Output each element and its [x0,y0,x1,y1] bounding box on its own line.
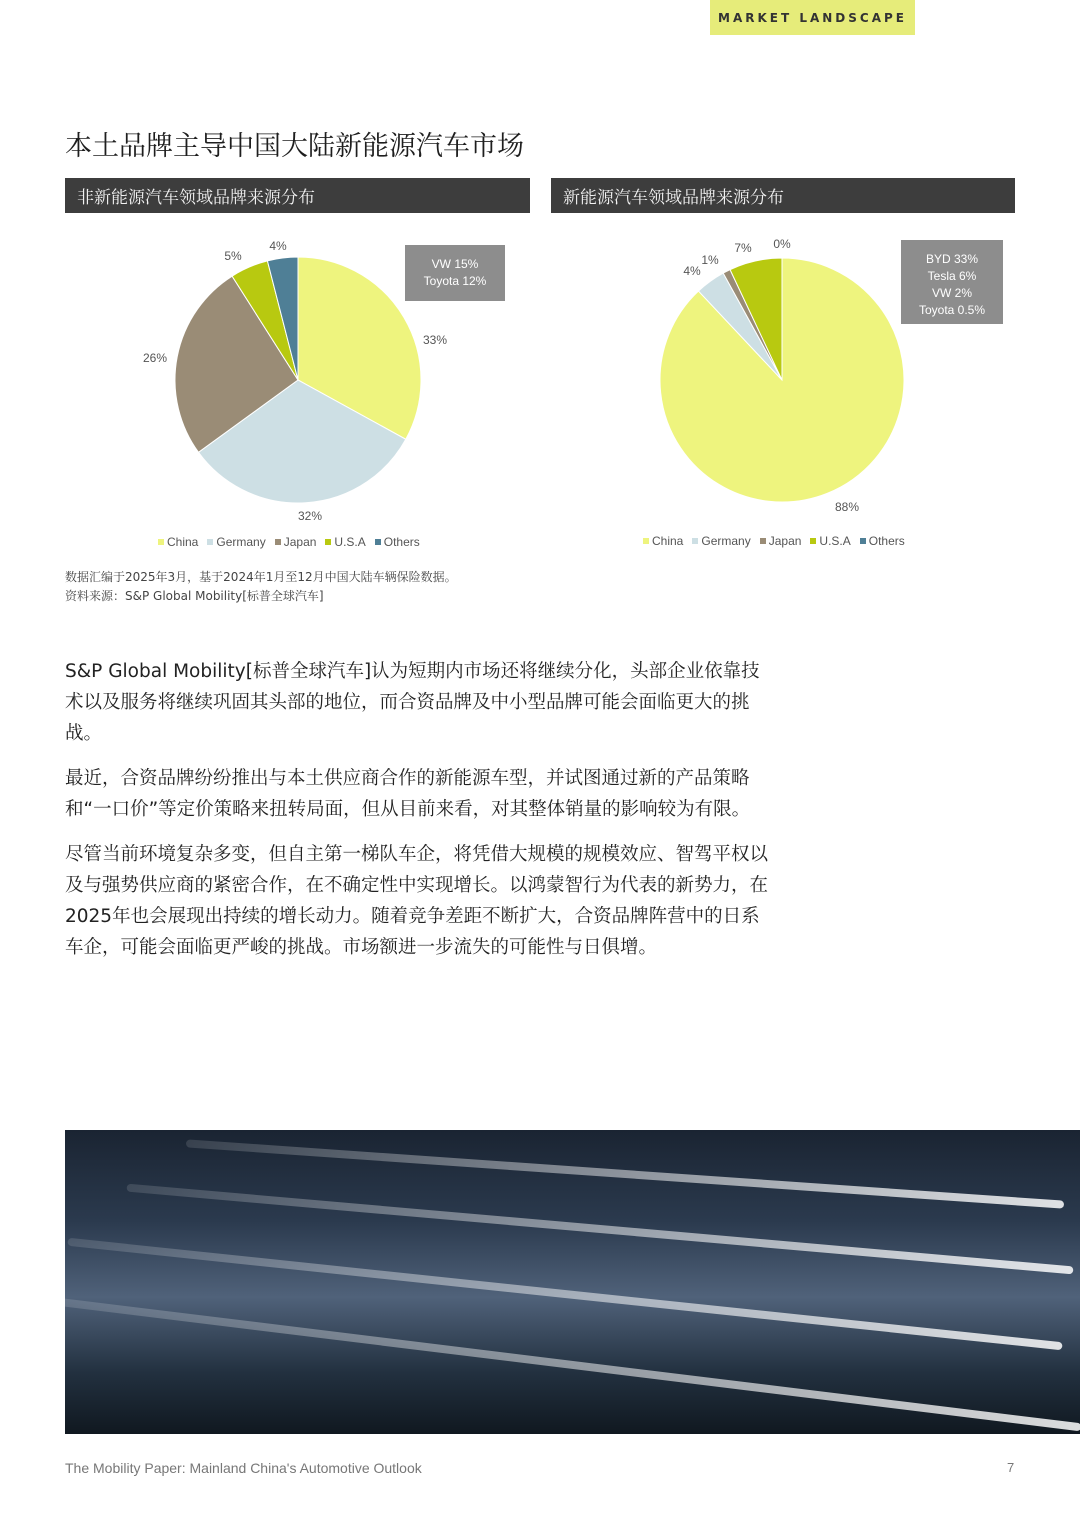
chart2-callout-line: VW 2% [931,286,972,300]
legend-item-usa [325,535,365,549]
data-label-others: 4% [269,239,287,253]
data-label-others: 0% [773,237,791,251]
chart2-callout [901,240,1003,324]
legend-swatch [692,538,698,544]
legend-label: Germany [216,535,266,549]
parked-cars-photo [65,1130,1080,1434]
data-label-usa: 7% [734,241,752,255]
legend-swatch [643,538,649,544]
legend-item-germany [692,534,750,548]
chart-notes [65,568,457,606]
legend-label: Germany [701,534,751,548]
page-title: 本土品牌主导中国大陆新能源汽车市场 [65,131,524,162]
legend-label: China [652,534,684,548]
chart1-title: 非新能源汽车领域品牌来源分布 [65,178,530,213]
legend-item-china [643,534,683,548]
car-roof-highlight [186,1139,1064,1208]
data-label-japan: 26% [142,351,168,365]
chart1-callout [405,245,505,301]
paragraph: S&P Global Mobility[标普全球汽车]认为短期内市场还将继续分化，头部企业依靠技术以及服务将继续巩固其头部的地位，而合资品牌及中小型品牌可能会面临更大的挑战。 [65,661,760,744]
legend-item-others [860,534,905,548]
note-source: 资料来源：S&P Global Mobility[标普全球汽车] [65,589,324,603]
legend-item-others [375,535,420,549]
data-label-germany: 4% [683,264,701,278]
legend-swatch [325,539,331,545]
note-data-period: 数据汇编于2025年3月，基于2024年1月至12月中国大陆车辆保险数据。 [65,570,457,584]
legend-item-germany [207,535,265,549]
chart1-callout-line: Toyota 12% [423,274,487,288]
data-label-japan: 1% [701,253,719,267]
legend-item-usa [810,534,850,548]
data-label-usa: 5% [224,249,242,263]
legend-label: U.S.A [819,534,851,548]
legend-item-japan [760,534,802,548]
legend-label: U.S.A [334,535,366,549]
chart2-title: 新能源汽车领域品牌来源分布 [551,178,1015,213]
legend-swatch [275,539,281,545]
chart1-callout-line: VW 15% [431,257,479,271]
legend-label: Others [383,535,420,549]
legend-label: Japan [768,534,802,548]
paragraph: 尽管当前环境复杂多变，但自主第一梯队车企，将凭借大规模的规模效应、智驾平权以及与强势供应商的紧密合作，在不确定性中实现增长。以鸿蒙智行为代表的新势力，在2025年也会展现出持续的增长动力。随着竞争差距不断扩大，合资品牌阵营中的日系车企，可能会面临更严峻的挑战。市场额进一步流失的可能性与日俱增。 [65,844,769,958]
data-label-germany: 32% [297,509,323,523]
legend-label: China [167,535,199,549]
legend-swatch [760,538,766,544]
chart2-callout-line: Tesla 6% [927,269,977,283]
chart2-callout-line: BYD 33% [925,252,979,266]
body-text [65,656,777,977]
legend-swatch [207,539,213,545]
chart1-legend [158,535,420,549]
data-label-china: 33% [422,333,448,347]
legend-swatch [158,539,164,545]
paragraph: 最近，合资品牌纷纷推出与本土供应商合作的新能源车型，并试图通过新的产品策略和“一口价”等定价策略来扭转局面，但从目前来看，对其整体销量的影响较为有限。 [65,768,751,820]
car-roof-highlight [65,1297,1080,1432]
data-label-china: 88% [834,500,860,514]
chart2-callout-line: Toyota 0.5% [918,303,986,317]
page-number: 7 [1007,1460,1015,1475]
legend-swatch [375,539,381,545]
legend-item-japan [275,535,317,549]
legend-swatch [810,538,816,544]
footer-publication: The Mobility Paper: Mainland China's Automotive Outlook [65,1460,422,1476]
legend-label: Japan [283,535,317,549]
legend-swatch [860,538,866,544]
section-tag: MARKET LANDSCAPE [710,0,915,35]
chart2-legend [643,534,905,548]
legend-item-china [158,535,198,549]
legend-label: Others [868,534,905,548]
